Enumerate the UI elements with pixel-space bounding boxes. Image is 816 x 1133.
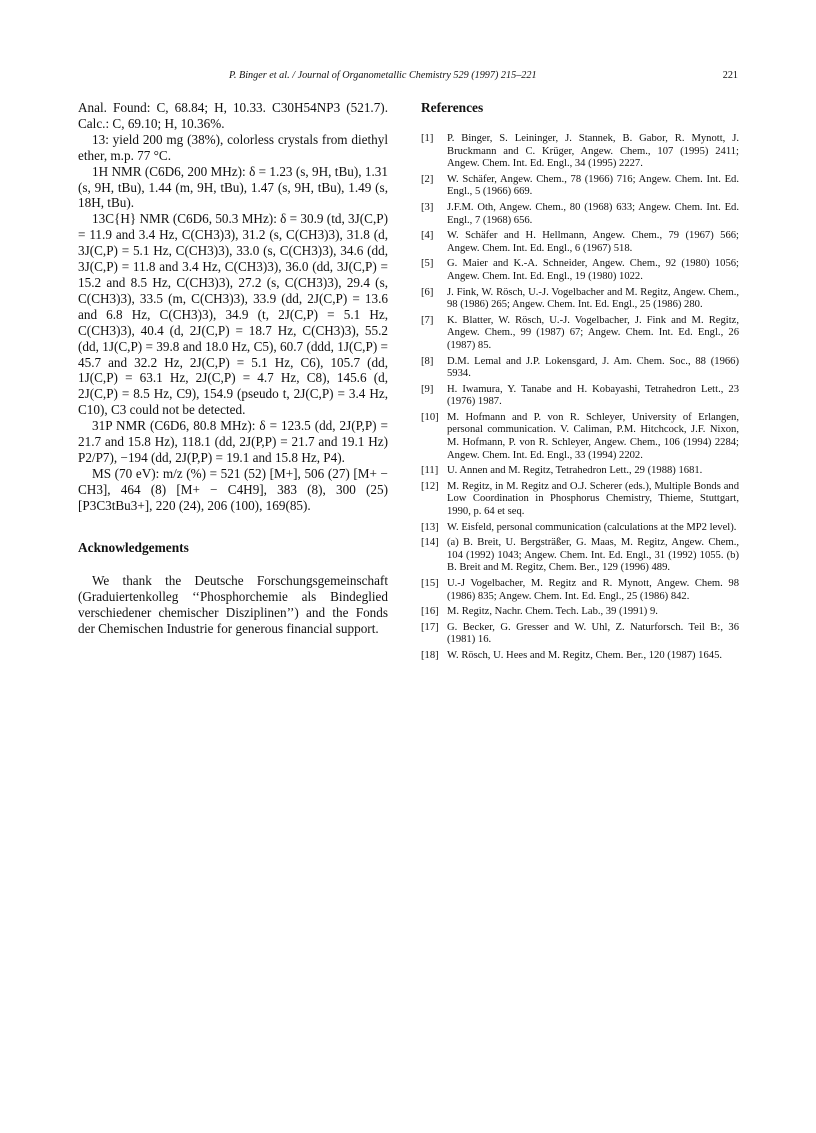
reference-text: J.F.M. Oth, Angew. Chem., 80 (1968) 633; Angew. Chem. Int. Ed. Engl., 7 (1968) 656. xyxy=(447,201,739,226)
reference-item xyxy=(421,384,739,409)
running-header xyxy=(229,70,738,81)
reference-text: U.-J Vogelbacher, M. Regitz and R. Mynott, Angew. Chem. 98 (1986) 835; Angew. Chem. Int. Ed. Engl., 25 (1986) 842. xyxy=(447,578,739,602)
reference-text: M. Regitz, Nachr. Chem. Tech. Lab., 39 (1991) 9. xyxy=(447,606,658,618)
reference-item xyxy=(421,133,739,171)
reference-number: [13] xyxy=(421,521,439,533)
p-nmr-paragraph: 31P NMR (C6D6, 80.8 MHz): δ = 123.5 (dd, 2J(P,P) = 21.7 and 15.8 Hz), 118.1 (dd, 2J(P,P) = 21.7 and 19.1 Hz) P2/P7), −194 (dd, 2J(P,P) = 19.1 and 15.8 Hz, P4). xyxy=(78,418,388,465)
acknowledgements-heading: Acknowledgements xyxy=(78,539,189,555)
reference-number: [9] xyxy=(421,383,434,395)
reference-item xyxy=(421,174,739,199)
reference-number: [1] xyxy=(421,133,434,144)
reference-number: [4] xyxy=(421,230,434,242)
reference-number: [5] xyxy=(421,258,434,270)
reference-text: G. Becker, G. Gresser and W. Uhl, Z. Naturforsch. Teil B:, 36 (1981) 16. xyxy=(447,621,739,646)
reference-item xyxy=(421,356,739,381)
reference-item xyxy=(421,230,739,255)
analysis-paragraph: Anal. Found: C, 68.84; H, 10.33. C30H54NP3 (521.7). Calc.: C, 69.10; H, 10.36%. xyxy=(78,100,388,131)
reference-number: [16] xyxy=(421,606,439,618)
reference-text: W. Schäfer and H. Hellmann, Angew. Chem., 79 (1967) 566; Angew. Chem. Int. Ed. Engl., 6 (1967) 518. xyxy=(447,230,739,254)
reference-number: [8] xyxy=(421,355,434,367)
left-column xyxy=(78,100,388,637)
reference-number: [18] xyxy=(421,649,439,661)
reference-text: J. Fink, W. Rösch, U.-J. Vogelbacher and M. Regitz, Angew. Chem., 98 (1986) 265; Angew. Chem. Int. Ed. Engl., 25 (1986) 280. xyxy=(447,286,739,311)
compound-13-paragraph: 13: yield 200 mg (38%), colorless crystals from diethyl ether, m.p. 77 °C. xyxy=(78,131,388,163)
reference-text: (a) B. Breit, U. Bergsträßer, G. Maas, M. Regitz, Angew. Chem., 104 (1992) 1043; Angew. Chem. Int. Ed. Engl., 31 (1992) 1055. (b) B. Breit and M. Regitz, Chem. Ber., 129 (1996) 489. xyxy=(447,537,739,574)
reference-item xyxy=(421,606,739,619)
reference-number: [14] xyxy=(421,537,439,549)
reference-number: [15] xyxy=(421,578,439,589)
reference-number: [2] xyxy=(421,173,434,185)
reference-text: M. Regitz, in M. Regitz and O.J. Scherer (eds.), Multiple Bonds and Low Coordination in Phosphorus Chemistry, Thieme, Stuttgart, 1990, p. 64 et seq. xyxy=(447,480,739,518)
c-nmr-paragraph: 13C{H} NMR (C6D6, 50.3 MHz): δ = 30.9 (td, 3J(C,P) = 11.9 and 3.4 Hz, C(CH3)3), 31.2 (s, C(CH3)3), 31.8 (d, 3J(C,P) = 5.1 Hz, C(CH3)3), 33.0 (s, C(CH3)3), 34.6 (dd, 3J(C,P) = 11.8 and 3.4 Hz, C(CH3)3), 36.0 (dd, 3J(C,P) = 15.2 and 8.5 Hz, C(CH3)3), 27.2 (s, C(CH3)3), 29.4 (s, C(CH3)3), 33.5 (m, C(CH3)3), 33.9 (dd, 2J(C,P) = 13.6 and 6.8 Hz, C(CH3)3), 34.9 (t, 2J(C,P) = 5.1 Hz, C(CH3)3), 40.4 (d, 2J(C,P) = 18.7 Hz, C(CH3)3), 55.2 (dd, 1J(C,P) = 39.8 and 18.0 Hz, C5), 60.7 (ddd, 1J(C,P) = 45.7 and 32.2 Hz, 2J(C,P) = 5.1 Hz, C6), 105.7 (dd, 1J(C,P) = 63.1 Hz, 2J(C,P) = 4.7 Hz, C8), 145.6 (d, 2J(C,P) = 8.5 Hz, C9), 154.9 (pseudo t, 2J(C,P) = 3.4 Hz, C10), C3 could not be detected. xyxy=(78,211,388,418)
reference-text: D.M. Lemal and J.P. Lokensgard, J. Am. Chem. Soc., 88 (1966) 5934. xyxy=(447,355,739,380)
reference-number: [7] xyxy=(421,314,434,326)
reference-number: [3] xyxy=(421,201,434,213)
references-column xyxy=(421,100,739,666)
reference-text: P. Binger, S. Leininger, J. Stannek, B. Gabor, R. Mynott, J. Bruckmann and C. Krüger, Angew. Chem., 107 (1995) 2411; Angew. Chem. Int. Ed. Engl., 34 (1995) 2227. xyxy=(447,133,739,170)
reference-item xyxy=(421,258,739,283)
page-number: 221 xyxy=(722,70,738,81)
reference-item xyxy=(421,412,739,462)
reference-text: W. Rösch, U. Hees and M. Regitz, Chem. Ber., 120 (1987) 1645. xyxy=(447,649,723,661)
reference-list xyxy=(421,133,739,663)
reference-item xyxy=(421,465,739,478)
reference-item xyxy=(421,650,739,663)
reference-item xyxy=(421,537,739,575)
reference-text: K. Blatter, W. Rösch, U.-J. Vogelbacher, J. Fink and M. Regitz, Angew. Chem., 99 (1987) 67; Angew. Chem. Int. Ed. Engl., 26 (1987) 85. xyxy=(447,314,739,351)
acknowledgements-text: We thank the Deutsche Forschungsgemeinschaft (Graduiertenkolleg ‘‘Phosphorchemie als Bindeglied verschiedener chemischer Disziplinen’’) and the Fonds der Chemischen Industrie for generous financial support. xyxy=(78,573,388,637)
reference-item xyxy=(421,578,739,603)
reference-number: [12] xyxy=(421,480,439,492)
reference-text: M. Hofmann and P. von R. Schleyer, University of Erlangen, personal communication. V. Caliman, P.M. Hitchcock, J.F. Nixon, M. Hofmann, P. von R. Schleyer, Angew. Chem., 106 (1994) 2284; Angew. Chem. Int. Ed. Engl., 33 (1994) 2202. xyxy=(447,411,739,461)
reference-text: H. Iwamura, Y. Tanabe and H. Kobayashi, Tetrahedron Lett., 23 (1976) 1987. xyxy=(447,383,739,408)
reference-item xyxy=(421,202,739,227)
reference-item xyxy=(421,522,739,535)
ms-paragraph: MS (70 eV): m/z (%) = 521 (52) [M+], 506 (27) [M+ − CH3], 464 (8) [M+ − C4H9], 383 (8), 300 (25) [P3C3tBu3+], 220 (24), 206 (100), 169(85). xyxy=(78,465,388,513)
references-heading: References xyxy=(421,100,484,115)
reference-number: [10] xyxy=(421,411,439,423)
reference-number: [6] xyxy=(421,286,434,298)
reference-number: [11] xyxy=(421,465,439,477)
h-nmr-paragraph: 1H NMR (C6D6, 200 MHz): δ = 1.23 (s, 9H, tBu), 1.31 (s, 9H, tBu), 1.44 (m, 9H, tBu), 1.47 (s, 9H, tBu), 1.49 (s, 18H, tBu). xyxy=(78,163,388,211)
reference-number: [17] xyxy=(421,621,439,633)
reference-item xyxy=(421,622,739,647)
running-title: P. Binger et al. / Journal of Organometallic Chemistry 529 (1997) 215–221 xyxy=(229,70,537,81)
reference-text: W. Schäfer, Angew. Chem., 78 (1966) 716; Angew. Chem. Int. Ed. Engl., 5 (1966) 669. xyxy=(447,173,739,198)
reference-text: G. Maier and K.-A. Schneider, Angew. Chem., 92 (1980) 1056; Angew. Chem. Int. Ed. Engl., 19 (1980) 1022. xyxy=(447,258,739,282)
reference-item xyxy=(421,315,739,353)
reference-text: U. Annen and M. Regitz, Tetrahedron Lett., 29 (1988) 1681. xyxy=(447,465,703,477)
reference-text: W. Eisfeld, personal communication (calculations at the MP2 level). xyxy=(447,521,737,533)
reference-item xyxy=(421,287,739,312)
reference-item xyxy=(421,481,739,519)
